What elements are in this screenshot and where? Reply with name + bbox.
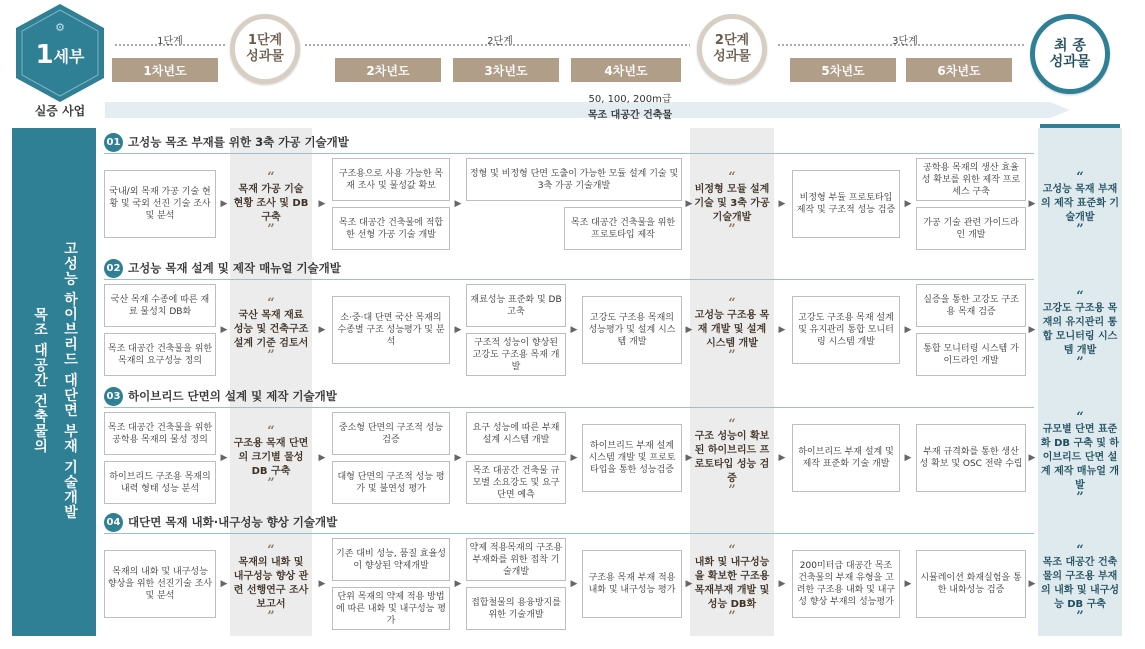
quote-open-icon: “ — [1076, 170, 1084, 185]
task-box: 목조 대공간 건축물을 위한 목재의 요구성능 정의 — [104, 333, 216, 376]
row-divider — [104, 533, 1034, 534]
quote-open-icon: “ — [267, 543, 275, 558]
phase1-result — [232, 538, 310, 630]
arrow-icon: ▶ — [318, 325, 326, 335]
quote-open-icon: “ — [267, 170, 275, 185]
result-text: 국산 목재 재료 성능 및 건축구조설계 기준 검토서 — [233, 310, 309, 349]
arrow-icon: ▶ — [1028, 579, 1036, 589]
phase2-result — [694, 284, 770, 376]
task-box: 대형 단면의 구조적 성능 평가 및 불연성 평가 — [332, 461, 450, 504]
arrow-icon: ▶ — [220, 199, 228, 209]
row-header-1 — [104, 132, 704, 152]
result-text: 고성능 목재 부재의 제작 표준화 기술개발 — [1040, 184, 1120, 223]
quote-close-icon: ” — [1076, 490, 1084, 505]
task-box: 고강도 구조용 목재 설계 및 유지관리 통합 모니터링 시스템 개발 — [792, 296, 900, 364]
task-box: 요구 성능에 따른 부재 설계 시스템 개발 — [466, 412, 566, 455]
task-box: 고강도 구조용 목재의 성능평가 및 설계 시스템 개발 — [582, 296, 682, 364]
badge-suffix: 세부 — [53, 46, 85, 66]
arrow-icon: ▶ — [454, 453, 462, 463]
row-divider — [104, 279, 1034, 280]
row-title: 고성능 목조 부재를 위한 3축 가공 기술개발 — [128, 135, 349, 149]
arrow-icon: ▶ — [904, 579, 912, 589]
year-bar-3: 3차년도 — [453, 58, 559, 82]
row-header-4 — [104, 512, 704, 532]
sidebar-title-line2: 목조 대공간 건축물의 — [32, 306, 48, 454]
result-text: 구조용 목재 단면의 크기별 물성 DB 구축 — [233, 438, 309, 477]
quote-close-icon: ” — [1076, 355, 1084, 370]
arrow-icon: ▶ — [454, 199, 462, 209]
arrow-icon: ▶ — [318, 579, 326, 589]
task-box: 실증을 통한 고강도 구조용 목재 검증 — [916, 284, 1026, 327]
arrow-icon: ▶ — [904, 199, 912, 209]
arrow-icon: ▶ — [778, 199, 786, 209]
year-bar-4: 4차년도 — [571, 58, 681, 82]
task-box: 기존 대비 성능, 품질 효율성이 향상된 약제개발 — [332, 538, 450, 581]
quote-close-icon: ” — [728, 348, 736, 363]
quote-close-icon: ” — [728, 483, 736, 498]
result-text: 목조 대공간 건축물의 구조용 부재의 내화 및 내구성능 DB 구축 — [1040, 557, 1120, 610]
phase1-result — [232, 158, 310, 250]
task-box: 단위 목재의 약제 적용 방법에 따른 내화 및 내구성능 평가 — [332, 587, 450, 630]
row-title: 대단면 목재 내화·내구성능 향상 기술개발 — [128, 515, 338, 529]
arrow-icon: ▶ — [570, 325, 578, 335]
quote-open-icon: “ — [728, 170, 736, 185]
quote-open-icon: “ — [1076, 543, 1084, 558]
arrow-icon: ▶ — [318, 453, 326, 463]
phase2-result — [694, 538, 770, 630]
arrow-icon: ▶ — [220, 453, 228, 463]
result-text: 구조 성능이 확보된 하이브리드 프로토타입 성능 검증 — [694, 431, 770, 484]
final-result — [1040, 284, 1120, 376]
year-bar-2: 2차년도 — [335, 58, 441, 82]
quote-open-icon: “ — [728, 296, 736, 311]
final-result — [1040, 412, 1120, 504]
phase2-result — [694, 412, 770, 504]
quote-open-icon: “ — [267, 296, 275, 311]
result-text: 내화 및 내구성능을 확보한 구조용 목재부재 개발 및 성능 DB화 — [694, 557, 770, 610]
task-box: 재료성능 표준화 및 DB 고축 — [466, 284, 566, 327]
arrow-icon: ▶ — [904, 453, 912, 463]
result-text: 비정형 모듈 설계기술 및 3축 가공 기술개발 — [694, 184, 770, 223]
task-box: 부재 규격화를 통한 생산성 확보 및 OSC 전략 수립 — [916, 424, 1026, 492]
quote-open-icon: “ — [728, 417, 736, 432]
final-result — [1040, 538, 1120, 630]
quote-close-icon: ” — [1076, 222, 1084, 237]
row-divider — [104, 407, 1034, 408]
phase1-result — [232, 284, 310, 376]
quote-close-icon: ” — [728, 222, 736, 237]
year-bar-1: 1차년도 — [112, 58, 218, 82]
row-title: 하이브리드 단면의 설계 및 제작 기술개발 — [128, 389, 337, 403]
arrow-icon: ▶ — [318, 199, 326, 209]
result-text: 규모별 단면 표준화 DB 구축 및 하이브리드 단면 설계 제작 매뉴얼 개발 — [1040, 424, 1120, 491]
arrow-icon: ▶ — [904, 325, 912, 335]
task-box: 비정형 부듈 프로토타입 제작 및 구조적 성능 검증 — [792, 170, 900, 238]
task-box: 목조 대공간 건축물을 위한 프로토타입 제작 — [564, 207, 682, 250]
arrow-icon: ▶ — [1028, 325, 1036, 335]
arrow-icon: ▶ — [220, 579, 228, 589]
task-box: 구조용 목재 부재 적용 내화 및 내구성능 평가 — [582, 550, 682, 618]
gear-icon: ⚙ — [55, 20, 65, 34]
arrow-icon: ▶ — [220, 325, 228, 335]
task-box: 시뮬레이션 화재실험을 통한 내화성능 검증 — [916, 550, 1026, 618]
task-box: 통합 모니터링 시스템 가이드라인 개발 — [916, 333, 1026, 376]
arrow-icon: ▶ — [778, 325, 786, 335]
milestone-1: 1단계 성과물 — [230, 14, 300, 84]
task-box: 목조 대공간 건축물에 적합한 선형 가공 기술 개발 — [332, 207, 450, 250]
quote-close-icon: ” — [1076, 609, 1084, 624]
category-label: 실증 사업 — [34, 103, 86, 118]
arrow-icon: ▶ — [454, 579, 462, 589]
phase2-result — [694, 158, 770, 250]
task-box: 접합철물의 용융방지를 위한 기술개발 — [466, 587, 566, 630]
quote-open-icon: “ — [728, 543, 736, 558]
task-box: 국내/외 목재 가공 기술 현황 및 국외 선진 기술 조사 및 분석 — [104, 170, 216, 238]
task-box: 국산 목재 수종에 따른 재료 물성치 DB화 — [104, 284, 216, 327]
milestone-2: 2단계 성과물 — [697, 14, 767, 84]
quote-close-icon: ” — [267, 609, 275, 624]
quote-close-icon: ” — [267, 222, 275, 237]
result-text: 고성능 구조용 목재 개발 및 설계 시스템 개발 — [694, 310, 770, 349]
row-header-3 — [104, 386, 704, 406]
task-box: 목조 대공간 건축물 규모별 소요강도 및 요구 단면 예측 — [466, 461, 566, 504]
phase-label-1: 1단계 — [157, 35, 183, 47]
task-box: 가공 기술 관련 가이드라인 개발 — [916, 207, 1026, 250]
target-note-1: 50, 100, 200m급 — [588, 93, 672, 105]
milestone-final: 최 종 성과물 — [1030, 14, 1110, 94]
quote-close-icon: ” — [267, 476, 275, 491]
target-note-2: 목조 대공간 건축물 — [587, 109, 673, 121]
arrow-icon: ▶ — [1028, 199, 1036, 209]
row-title: 고성능 목재 설계 및 제작 매뉴얼 기술개발 — [128, 261, 341, 275]
year-bar-6: 6차년도 — [906, 58, 1012, 82]
quote-open-icon: “ — [1076, 289, 1084, 304]
quote-close-icon: ” — [728, 609, 736, 624]
result-text: 목재 가공 기술 현황 조사 및 DB 구축 — [233, 184, 309, 223]
quote-open-icon: “ — [267, 424, 275, 439]
task-box: 하이브리드 구조용 목재의 내력 형태 성능 분석 — [104, 461, 216, 504]
phase-label-2: 2단계 — [487, 35, 513, 47]
task-box: 공학용 목재의 생산 효율성 확보를 위한 제작 프로세스 구축 — [916, 158, 1026, 201]
phase1-result — [232, 412, 310, 504]
task-box: 정형 및 비정형 단면 도출이 가능한 모듈 설계 기술 및 3축 가공 기술개발 — [466, 158, 682, 201]
arrow-icon: ▶ — [570, 579, 578, 589]
arrow-icon: ▶ — [685, 325, 693, 335]
row-number-badge: 04 — [104, 513, 123, 532]
result-text: 고강도 구조용 목재의 유지관리 통합 모니터링 시스템 개발 — [1042, 303, 1118, 356]
badge-label — [22, 38, 98, 72]
final-result — [1040, 158, 1120, 250]
arrow-icon: ▶ — [454, 325, 462, 335]
arrow-icon: ▶ — [778, 579, 786, 589]
task-box: 하이브리드 부재 설계 및 제작 표준화 기술 개발 — [792, 424, 900, 492]
row-number-badge: 02 — [104, 259, 123, 278]
row-number-badge: 03 — [104, 387, 123, 406]
task-box: 하이브리드 부재 설계 시스템 개발 및 프로토타입을 통한 성능검증 — [582, 424, 682, 492]
task-box: 소·중·대 단면 국산 목재의 수종별 구조 성능평가 및 분석 — [332, 296, 450, 364]
task-box: 중소형 단면의 구조적 성능 검증 — [332, 412, 450, 455]
task-box: 약제 적용목재의 구조용 부재화를 위한 접착 기술개발 — [466, 538, 566, 581]
sidebar-title-line1: 고성능 하이브리드 대단면 부재 기술개발 — [62, 240, 78, 520]
task-box: 구조용으로 사용 가능한 목재 조사 및 물성값 확보 — [332, 158, 450, 201]
arrow-icon: ▶ — [1028, 453, 1036, 463]
task-box: 200미터급 대공간 목조 건축물의 부재 유형을 고려한 구조용 내화 및 내구성 향상 부재의 성능평가 — [792, 550, 900, 618]
arrow-icon: ▶ — [685, 199, 693, 209]
row-header-2 — [104, 258, 704, 278]
row-divider — [104, 153, 1034, 154]
quote-close-icon: ” — [267, 348, 275, 363]
badge-number: 1 — [35, 40, 54, 70]
row-number-badge: 01 — [104, 133, 123, 152]
phase-label-3: 3단계 — [892, 35, 918, 47]
arrow-icon: ▶ — [685, 579, 693, 589]
task-box: 구조적 성능이 향상된 고강도 구조용 목재 개발 — [466, 333, 566, 376]
year-bar-5: 5차년도 — [790, 58, 896, 82]
arrow-icon: ▶ — [570, 453, 578, 463]
quote-open-icon: “ — [1076, 410, 1084, 425]
result-text: 목재의 내화 및 내구성능 향상 관련 선행연구 조사 보고서 — [233, 557, 309, 610]
task-box: 목재의 내화 및 내구성능 향상을 위한 선진기술 조사 및 분석 — [104, 550, 216, 618]
task-box: 목조 대공간 건축물을 위한 공학용 목재의 물성 정의 — [104, 412, 216, 455]
arrow-icon: ▶ — [778, 453, 786, 463]
arrow-icon: ▶ — [685, 453, 693, 463]
